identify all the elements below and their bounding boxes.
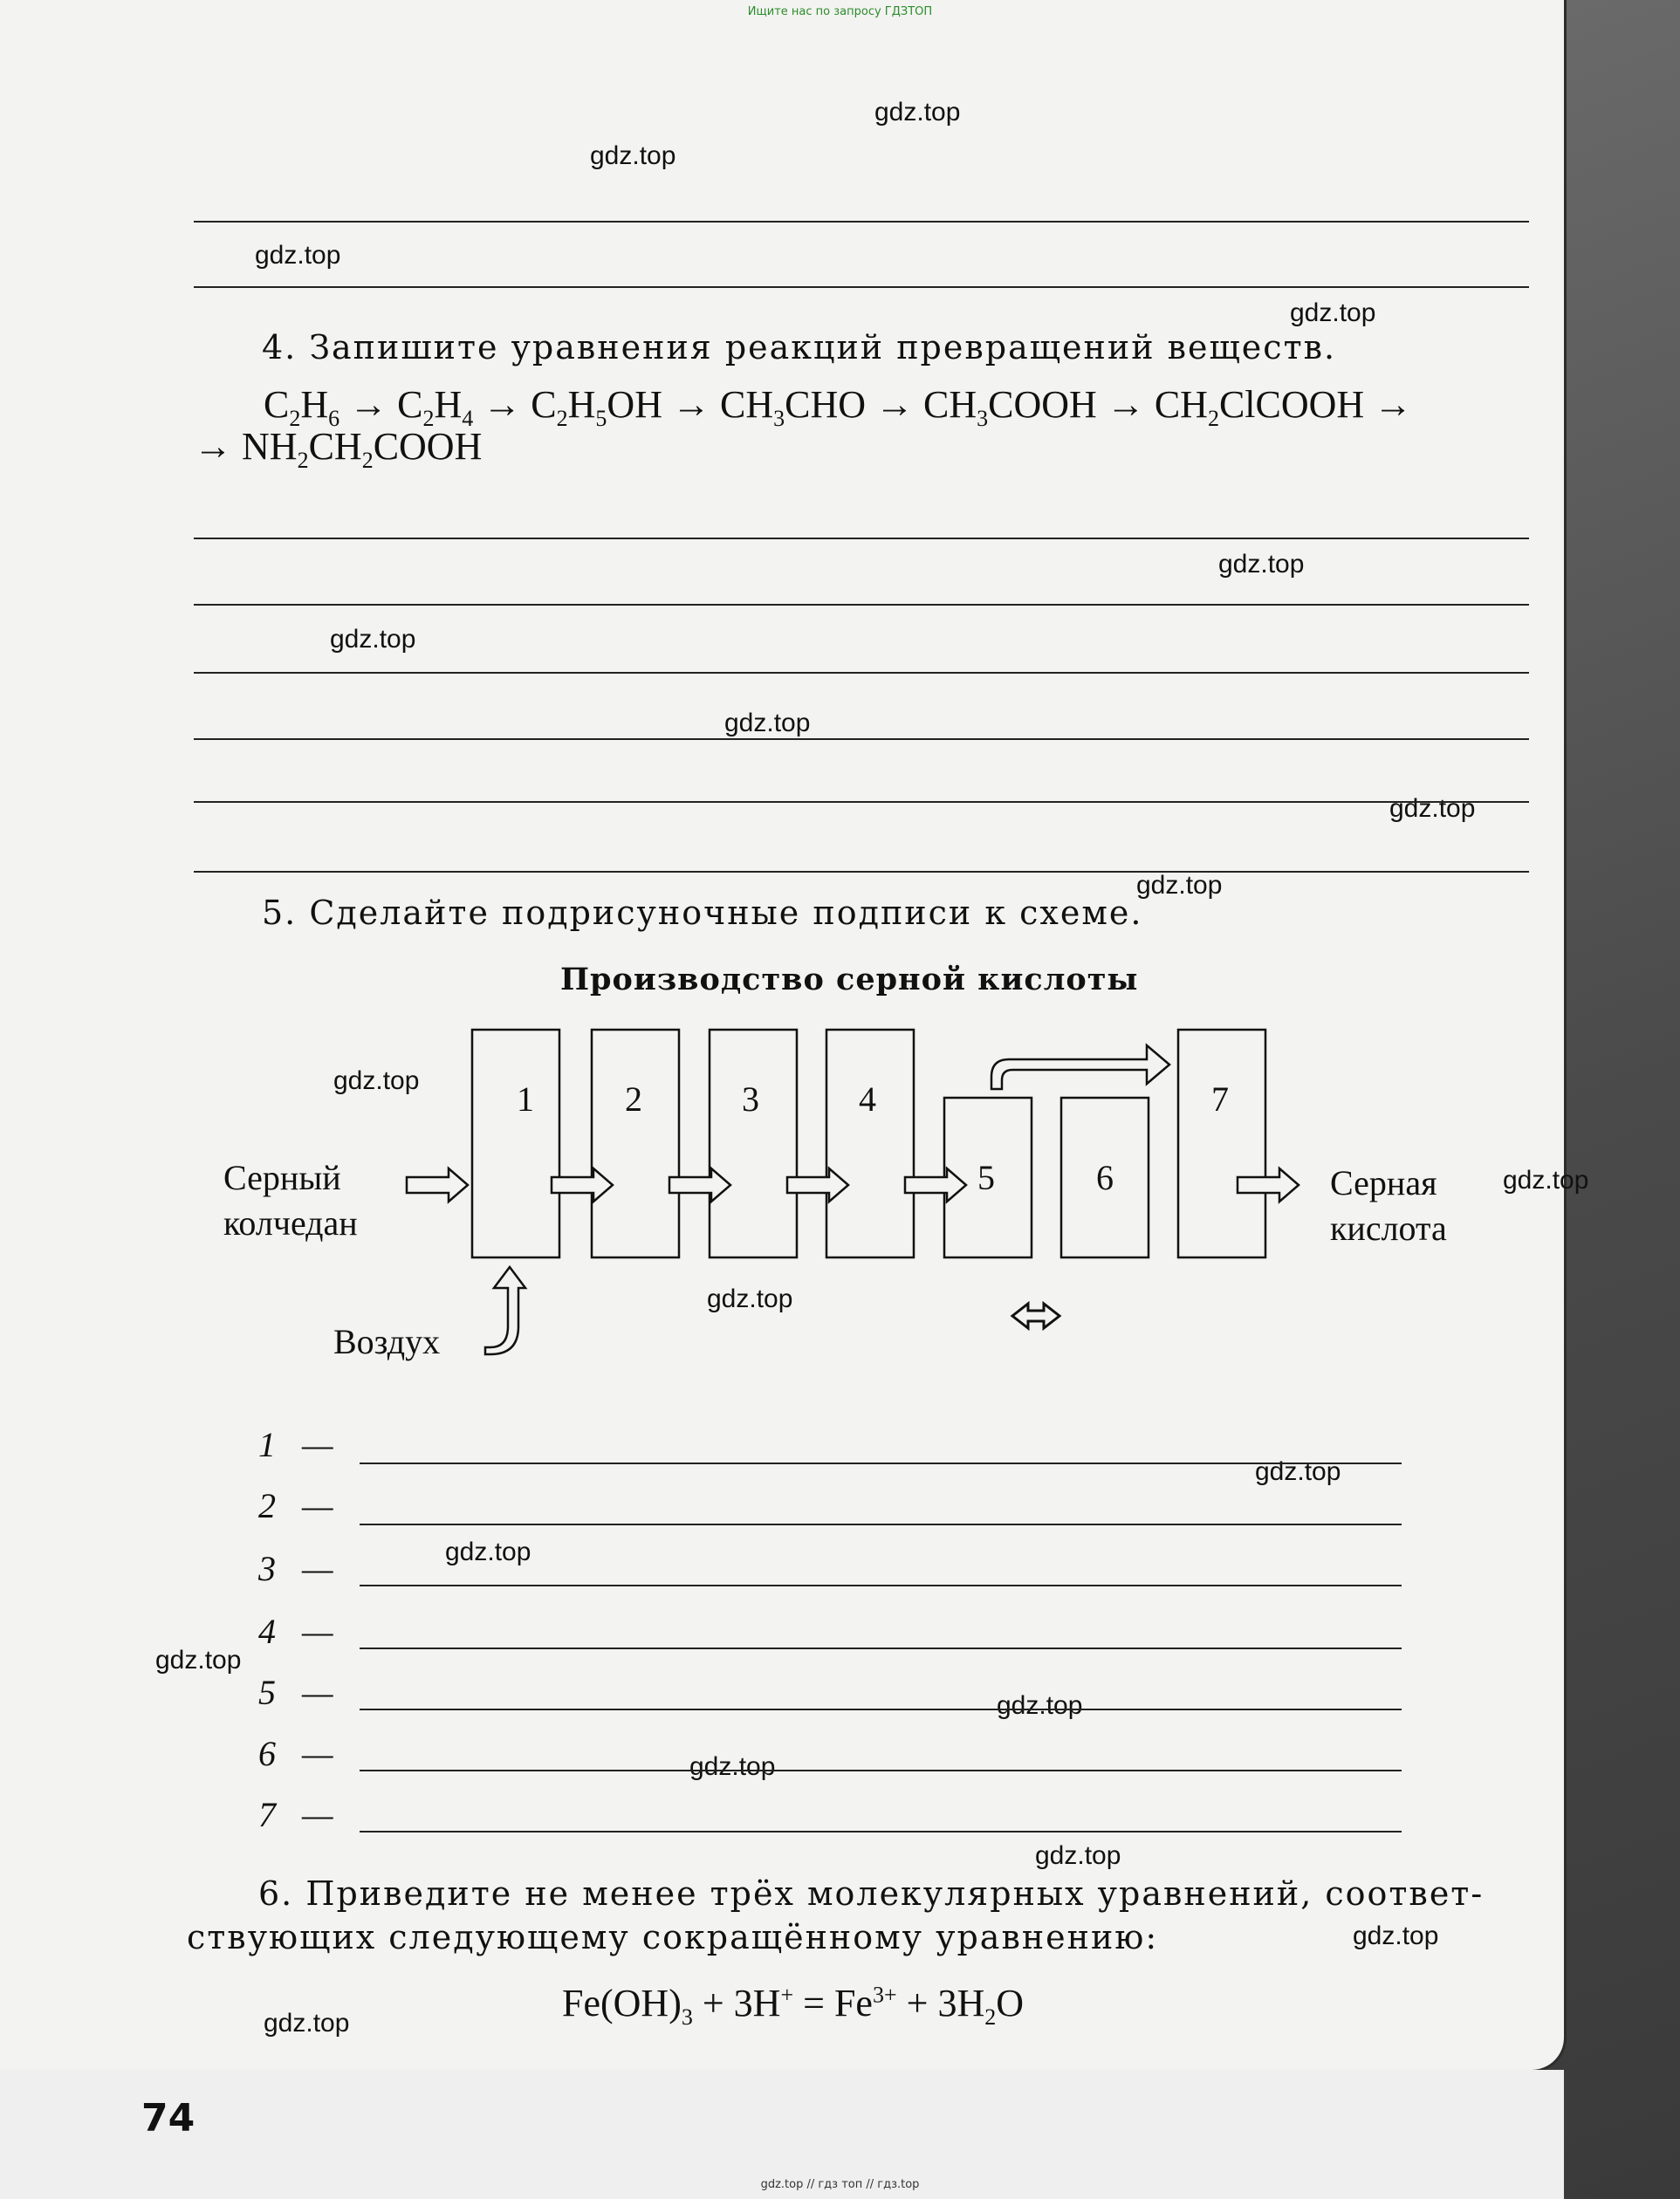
- answer-line-3[interactable]: [360, 1585, 1402, 1586]
- diagram-title: Производство серной кислоты: [560, 962, 1139, 997]
- watermark: gdz.top: [590, 141, 676, 170]
- box-number-6: 6: [1096, 1158, 1114, 1197]
- task-6-heading-line-2: ствующих следующему сокращённому уравнению:: [187, 1918, 1159, 1956]
- box-number-5: 5: [977, 1158, 995, 1197]
- answer-row-dash: —: [302, 1673, 333, 1712]
- reaction-chain-line-2: → $NH_2CH_2COOH$: [194, 425, 483, 473]
- watermark: gdz.top: [1353, 1922, 1439, 1950]
- box-number-2: 2: [625, 1079, 642, 1119]
- answer-row-number: 1: [258, 1425, 276, 1464]
- answer-row-number: 2: [258, 1486, 276, 1525]
- box-number-4: 4: [859, 1079, 876, 1119]
- site-banner-bottom[interactable]: gdz.top // гдз топ // гдз.top: [760, 2178, 920, 2191]
- site-banner-top[interactable]: Ищите нас по запросу ГДЗТОП: [747, 5, 933, 18]
- answer-row-dash: —: [302, 1486, 333, 1525]
- task-4-heading: 4. Запишите уравнения реакций превращений веществ.: [262, 328, 1337, 366]
- answer-line-6[interactable]: [360, 1770, 1402, 1771]
- answer-line-7[interactable]: [360, 1831, 1402, 1832]
- answer-row-number: 5: [258, 1673, 276, 1712]
- answer-row-dash: —: [302, 1734, 333, 1773]
- watermark: gdz.top: [264, 2009, 350, 2038]
- answer-row-number: 7: [258, 1795, 276, 1834]
- process-box-1: [472, 1030, 559, 1257]
- bypass-arrow: [991, 1045, 1169, 1089]
- watermark: gdz.top: [445, 1538, 531, 1566]
- watermark: gdz.top: [707, 1284, 793, 1313]
- watermark: gdz.top: [997, 1691, 1083, 1720]
- task-6-heading-line-1: 6. Приведите не менее трёх молекулярных уравнений, соответ-: [258, 1874, 1485, 1913]
- watermark: gdz.top: [1290, 298, 1376, 327]
- watermark: gdz.top: [1035, 1841, 1121, 1870]
- input-label-line-2: колчедан: [223, 1203, 358, 1243]
- air-label: Воздух: [333, 1322, 441, 1361]
- answer-row-dash: —: [302, 1795, 333, 1834]
- watermark: gdz.top: [874, 98, 961, 127]
- answer-line-2[interactable]: [360, 1524, 1402, 1525]
- reaction-chain-line-1: $C_2H_6 \to C_2H_4 \to C_2H_5OH \to CH_3CHO$ → $CH_3COOH$ → $CH_2ClCOOH$ →: [264, 383, 1413, 431]
- watermark: gdz.top: [724, 709, 811, 737]
- watermark: gdz.top: [330, 625, 416, 654]
- heat-exchange-arrow-icon: [1012, 1304, 1059, 1328]
- answer-line-4[interactable]: [360, 1648, 1402, 1649]
- answer-row-number: 4: [258, 1612, 276, 1651]
- page-number: 74: [141, 2096, 195, 2141]
- air-inlet-arrow: [485, 1267, 525, 1354]
- watermark: gdz.top: [255, 241, 341, 270]
- answer-line-1[interactable]: [360, 1463, 1402, 1464]
- watermark: gdz.top: [1218, 550, 1305, 579]
- watermark: gdz.top: [1255, 1457, 1341, 1486]
- watermark: gdz.top: [689, 1752, 776, 1781]
- box-number-3: 3: [742, 1079, 759, 1119]
- output-label-line-2: кислота: [1330, 1209, 1447, 1248]
- watermark: gdz.top: [333, 1066, 420, 1095]
- ionic-equation: $Fe(OH)_3 + 3H^+ = Fe^{3+} + 3H_2O$: [562, 1982, 1024, 2030]
- answer-line-5[interactable]: [360, 1709, 1402, 1710]
- answer-row-dash: —: [302, 1612, 333, 1651]
- box-number-7: 7: [1211, 1079, 1229, 1119]
- input-label-line-1: Серный: [223, 1158, 341, 1197]
- watermark: gdz.top: [1389, 794, 1476, 823]
- watermark: gdz.top: [1503, 1166, 1589, 1195]
- process-box-2: [592, 1030, 679, 1257]
- box-number-1: 1: [517, 1079, 534, 1119]
- task-5-heading: 5. Сделайте подрисуночные подписи к схеме.: [262, 894, 1143, 932]
- output-label-line-1: Серная: [1330, 1163, 1437, 1202]
- process-box-7: [1178, 1030, 1265, 1257]
- flow-arrow-input: [407, 1168, 468, 1202]
- process-box-3: [710, 1030, 797, 1257]
- process-box-4: [826, 1030, 914, 1257]
- watermark: gdz.top: [155, 1646, 242, 1675]
- answer-row-dash: —: [302, 1425, 333, 1464]
- watermark: gdz.top: [1136, 871, 1223, 900]
- answer-row-number: 6: [258, 1734, 276, 1773]
- answer-row-number: 3: [258, 1549, 276, 1588]
- answer-row-dash: —: [302, 1549, 333, 1588]
